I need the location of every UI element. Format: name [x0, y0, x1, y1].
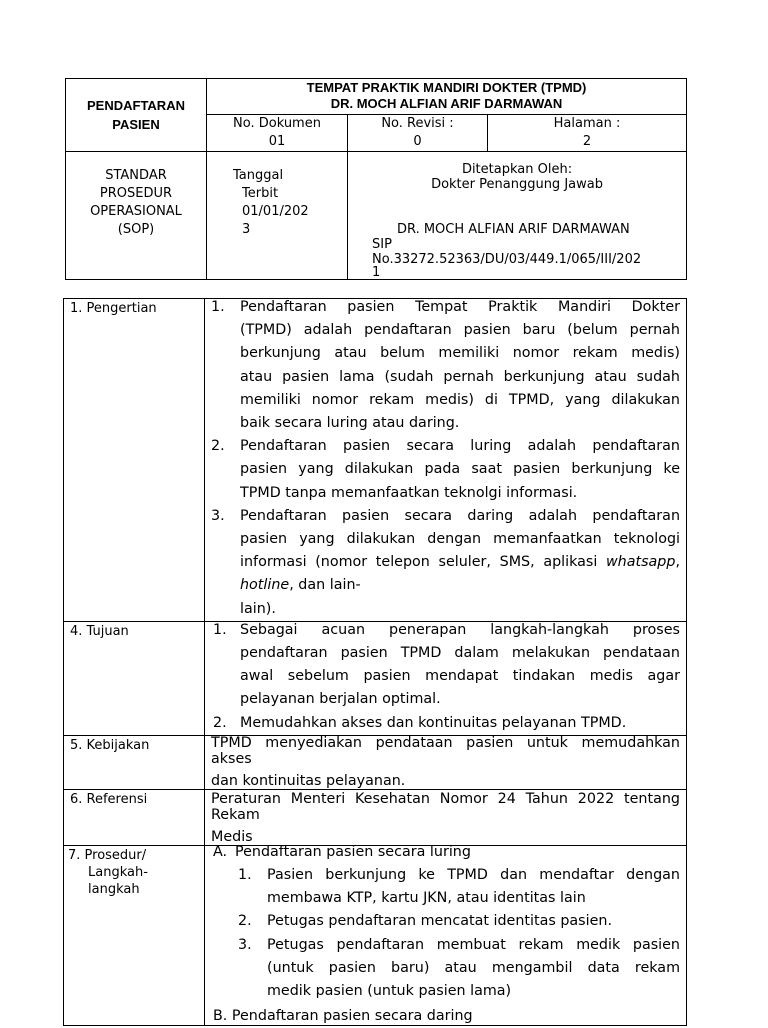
- approved-by: Ditetapkan Oleh:: [461, 162, 573, 177]
- issue-date-value2: 3: [242, 222, 251, 237]
- form-title-line1: PENDAFTARAN: [87, 98, 185, 113]
- org-name-cell: [207, 79, 687, 115]
- page-label: Halaman :: [553, 116, 621, 131]
- referensi-content: Peraturan Menteri Kesehatan Nomor 24 Tahun 2022 tentang Rekam Medis: [205, 789, 687, 845]
- sip-value-line1: No.33272.52363/DU/03/449.1/065/III/202: [372, 252, 642, 267]
- issue-date-cell: [207, 152, 348, 280]
- pengertian-content: [205, 299, 687, 622]
- revision-value: 0: [413, 134, 422, 149]
- pengertian-label: 1. Pengertian: [64, 299, 205, 622]
- sip-value-line2: 1: [372, 265, 381, 280]
- kebijakan-label: 5. Kebijakan: [64, 735, 205, 789]
- approver-name: DR. MOCH ALFIAN ARIF DARMAWAN: [397, 222, 630, 237]
- sop-content-table: [63, 298, 687, 1026]
- approver-role: Dokter Penanggung Jawab: [431, 177, 603, 192]
- pengertian-item: 2. Pendaftaran pasien secara luring adalah pendaftaran pasien yang dilakukan pada saat pasien berkunjung ke TPMD tanpa memanfaatkan teknolgi informasi.: [211, 438, 680, 501]
- tujuan-content: [205, 621, 687, 735]
- issue-date-label2: Terbit: [242, 186, 279, 201]
- sip-label: SIP: [372, 237, 392, 252]
- prosedur-label: 7. Prosedur/ Langkah- langkah: [64, 845, 205, 1025]
- form-title-line2: PASIEN: [112, 117, 160, 132]
- tujuan-label: 4. Tujuan: [64, 621, 205, 735]
- org-name-line1: TEMPAT PRAKTIK MANDIRI DOKTER (TPMD): [306, 80, 587, 95]
- form-title-cell: [66, 79, 207, 152]
- revision-cell: [348, 115, 488, 152]
- pengertian-item: 1. Pendaftaran pasien Tempat Praktik Mandiri Dokter (TPMD) adalah pendaftaran pasien baru (belum pernah berkunjung atau belum memiliki nomor rekam medis) atau pasien lama (sudah pernah berkunjung atau sudah memiliki nomor rekam medis) di TPMD, yang dilakukan baik secara luring atau daring.: [211, 299, 680, 432]
- tujuan-item: 1. Sebagai acuan penerapan langkah-langkah proses pendaftaran pasien TPMD dalam melakukan pendataan awal sebelum pasien mendapat tindakan medis agar pelayanan berjalan optimal.: [213, 621, 680, 708]
- prosedur-item: 2. Petugas pendaftaran mencatat identitas pasien.: [238, 913, 612, 930]
- page-cell: [488, 115, 687, 152]
- tujuan-item: 2. Memudahkan akses dan kontinuitas pelayanan TPMD.: [213, 714, 627, 731]
- org-name-line2: DR. MOCH ALFIAN ARIF DARMAWAN: [330, 96, 563, 111]
- document-header-table: [65, 78, 687, 280]
- approval-cell: [348, 152, 687, 280]
- sop-line1: STANDAR: [105, 168, 167, 183]
- sop-line4: (SOP): [117, 222, 155, 237]
- doc-number-label: No. Dokumen: [233, 116, 321, 131]
- page-value: 2: [582, 134, 592, 149]
- issue-date-label1: Tanggal: [233, 168, 284, 183]
- sop-cell: [66, 152, 207, 280]
- prosedur-content: [205, 845, 687, 1025]
- doc-number-value: 01: [268, 134, 286, 149]
- doc-number-cell: [207, 115, 348, 152]
- prosedur-subsection-b-cut: B. Pendaftaran pasien secara daring: [213, 1008, 473, 1025]
- sop-line3: OPERASIONAL: [90, 204, 182, 219]
- revision-label: No. Revisi :: [381, 116, 454, 131]
- sop-line2: PROSEDUR: [99, 186, 173, 201]
- referensi-label: 6. Referensi: [64, 789, 205, 845]
- issue-date-value1: 01/01/202: [242, 204, 309, 219]
- kebijakan-content: TPMD menyediakan pendataan pasien untuk memudahkan akses dan kontinuitas pelayanan.: [205, 735, 687, 789]
- prosedur-subsection-a: A. Pendaftaran pasien secara luring: [213, 843, 471, 860]
- prosedur-item: 1. Pasien berkunjung ke TPMD dan mendaftar dengan membawa KTP, kartu JKN, atau identitas lain: [238, 867, 680, 907]
- prosedur-item: 3. Petugas pendaftaran membuat rekam medik pasien (untuk pasien baru) atau mengambil data rekam medik pasien (untuk pasien lama): [238, 936, 680, 1000]
- pengertian-item: 3. Pendaftaran pasien secara daring adalah pendaftaran pasien yang dilakukan dengan memanfaatkan teknologi informasi (nomor telepon seluler, SMS, aplikasi whatsapp, hotline, dan lain- lain).: [211, 507, 680, 617]
